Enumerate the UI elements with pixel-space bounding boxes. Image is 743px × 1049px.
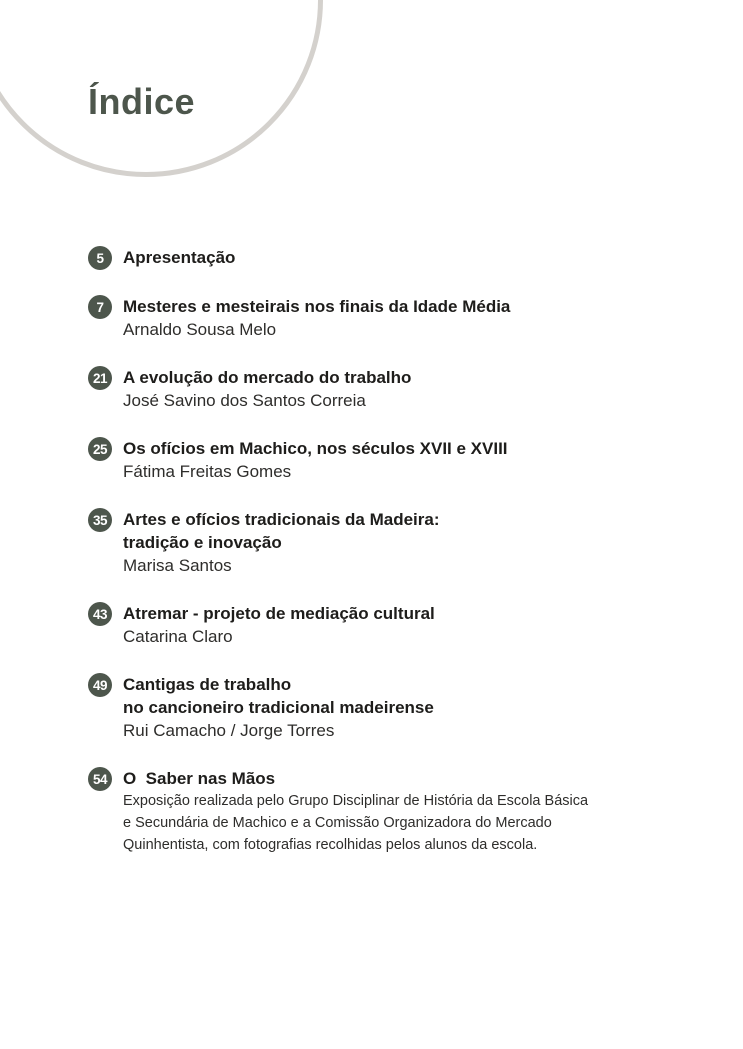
entry-description-line: Exposição realizada pelo Grupo Disciplinar de História da Escola Básica [123, 793, 589, 809]
entry-text [123, 673, 434, 742]
page-number-badge: 35 [88, 508, 112, 532]
entry-title-line: A evolução do mercado do trabalho [123, 368, 412, 387]
page-number-badge: 5 [88, 246, 112, 270]
entry-title [123, 767, 588, 790]
page-number-badge: 49 [88, 673, 112, 697]
toc-entry [88, 437, 688, 483]
entry-text [123, 246, 235, 269]
entry-title-line: no cancioneiro tradicional madeirense [123, 698, 434, 717]
entry-title [123, 673, 434, 719]
entry-text [123, 295, 510, 341]
entry-author: Marisa Santos [123, 556, 232, 575]
entry-title [123, 295, 510, 318]
entry-title [123, 246, 235, 269]
entry-title-line: Apresentação [123, 248, 236, 267]
entry-author: José Savino dos Santos Correia [123, 391, 366, 410]
toc-entry [88, 767, 688, 856]
entry-title-line: Mesteres e mesteirais nos finais da Idade Média [123, 297, 511, 316]
entry-text [123, 366, 411, 412]
entry-title-line: Os ofícios em Machico, nos séculos XVII e XVIII [123, 439, 508, 458]
entry-author: Catarina Claro [123, 627, 233, 646]
toc-entry [88, 673, 688, 742]
entry-title-line: Atremar - projeto de mediação cultural [123, 604, 435, 623]
entry-title-line: Cantigas de trabalho [123, 675, 292, 694]
entry-description [123, 790, 588, 856]
page-number-badge: 21 [88, 366, 112, 390]
entry-title [123, 508, 439, 554]
entry-text [123, 602, 435, 648]
entry-text [123, 508, 439, 577]
toc-list [88, 246, 688, 881]
entry-title-line: Artes e ofícios tradicionais da Madeira: [123, 510, 440, 529]
page-number-badge: 25 [88, 437, 112, 461]
entry-title [123, 437, 508, 460]
entry-text [123, 437, 508, 483]
entry-title [123, 602, 435, 625]
entry-text [123, 767, 588, 856]
entry-author: Fátima Freitas Gomes [123, 462, 292, 481]
entry-description-line: e Secundária de Machico e a Comissão Organizadora do Mercado [123, 815, 552, 831]
toc-entry [88, 295, 688, 341]
toc-entry [88, 246, 688, 270]
page-number-badge: 43 [88, 602, 112, 626]
entry-title-line: O Saber nas Mãos [123, 769, 276, 788]
entry-description-line: Quinhentista, com fotografias recolhidas pelos alunos da escola. [123, 837, 538, 853]
toc-entry [88, 366, 688, 412]
entry-author: Rui Camacho / Jorge Torres [123, 721, 335, 740]
page-title: Índice [88, 81, 196, 122]
entry-title-line: tradição e inovação [123, 533, 282, 552]
toc-entry [88, 508, 688, 577]
toc-entry [88, 602, 688, 648]
page-number-badge: 7 [88, 295, 112, 319]
entry-author: Arnaldo Sousa Melo [123, 320, 277, 339]
page-number-badge: 54 [88, 767, 112, 791]
entry-title [123, 366, 411, 389]
